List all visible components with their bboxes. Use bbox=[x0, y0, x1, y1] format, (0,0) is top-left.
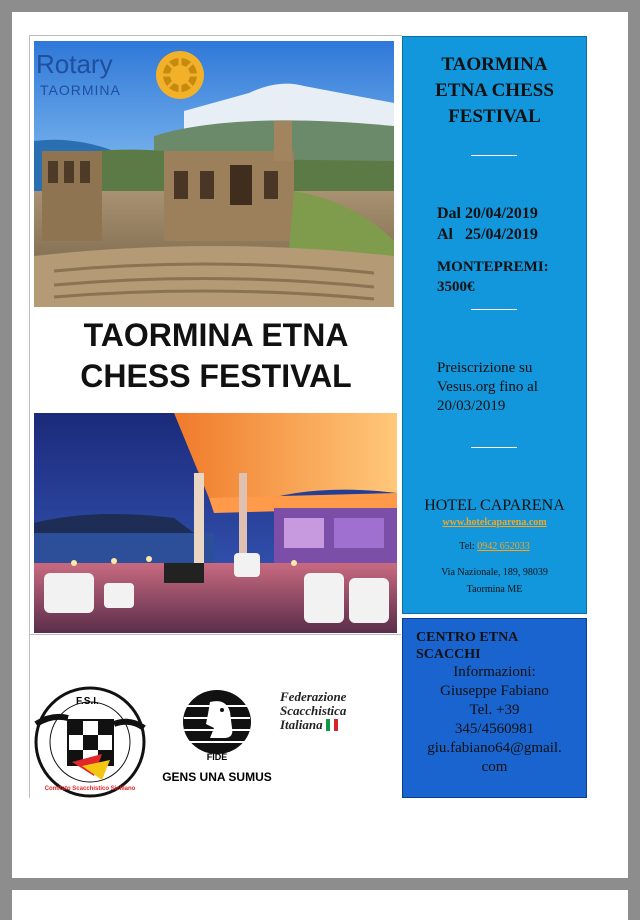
hotel-lounge-photo bbox=[34, 413, 397, 633]
rotary-city-text: TAORMINA bbox=[40, 82, 121, 98]
hotel-phone bbox=[403, 541, 586, 552]
prize-fund bbox=[437, 257, 549, 297]
event-dates bbox=[437, 203, 538, 245]
prereg-line1: Preiscrizione su bbox=[437, 360, 533, 376]
section-divider bbox=[29, 634, 401, 635]
federazione-scacchistica-logo bbox=[280, 690, 380, 750]
rotary-logo-text: Rotary bbox=[36, 49, 113, 79]
sidebar-title-line2: ETNA CHESS bbox=[435, 80, 554, 101]
contact-tel-line1: Tel. +39 bbox=[469, 702, 520, 718]
event-info-panel bbox=[402, 36, 587, 614]
org-line1: CENTRO ETNA bbox=[416, 630, 519, 645]
hotel-name: HOTEL CAPARENA bbox=[424, 497, 565, 514]
italian-flag-icon bbox=[326, 719, 338, 731]
fide-motto: GENS UNA SUMUS bbox=[162, 770, 272, 784]
hotel-phone-link[interactable]: 0942 652033 bbox=[477, 541, 530, 552]
main-title bbox=[34, 315, 398, 397]
sidebar-rule bbox=[471, 447, 517, 448]
address-line2: Taormina ME bbox=[466, 584, 523, 595]
federazione-line2: Scacchistica bbox=[280, 703, 347, 718]
federazione-line1: Federazione bbox=[280, 689, 347, 704]
info-label: Informazioni: bbox=[453, 664, 536, 680]
fsi-logo bbox=[32, 684, 148, 800]
date-from: Dal 20/04/2019 bbox=[437, 205, 538, 222]
contact-email-line2[interactable]: com bbox=[481, 759, 508, 775]
date-to: Al 25/04/2019 bbox=[437, 226, 538, 243]
federazione-line3: Italiana bbox=[280, 717, 323, 732]
sidebar-rule bbox=[471, 309, 517, 310]
fsi-abbrev: F.S.I. bbox=[76, 696, 99, 707]
contact-tel-line2: 345/4560981 bbox=[454, 721, 535, 737]
prize-label: MONTEPREMI: bbox=[437, 259, 549, 275]
preregistration-info bbox=[437, 359, 538, 416]
contact-org bbox=[416, 629, 518, 663]
prereg-line2: Vesus.org fino al bbox=[437, 379, 538, 395]
org-line2: SCACCHI bbox=[416, 647, 481, 662]
rotary-wheel-icon bbox=[150, 45, 210, 105]
contact-email-line1[interactable]: giu.fabiano64@gmail. bbox=[427, 740, 562, 756]
main-title-line2: CHESS FESTIVAL bbox=[80, 358, 352, 394]
taormina-theatre-photo bbox=[34, 41, 394, 307]
hotel-website-link[interactable]: www.hotelcaparena.com bbox=[442, 517, 547, 528]
sidebar-title bbox=[403, 52, 586, 130]
contact-person: Giuseppe Fabiano bbox=[440, 683, 549, 699]
address-line1: Via Nazionale, 189, 98039 bbox=[441, 567, 548, 578]
sidebar-title-line1: TAORMINA bbox=[441, 54, 548, 75]
contact-details bbox=[403, 663, 586, 777]
prize-value: 3500€ bbox=[437, 279, 475, 295]
contact-panel bbox=[402, 618, 587, 798]
main-title-line1: TAORMINA ETNA bbox=[83, 317, 349, 353]
fide-logo bbox=[164, 688, 270, 788]
sidebar-title-line3: FESTIVAL bbox=[448, 106, 541, 127]
sidebar-rule bbox=[471, 155, 517, 156]
prereg-line3: 20/03/2019 bbox=[437, 398, 506, 414]
fsi-ring-text: Comitato Scacchistico Siciliano bbox=[44, 786, 136, 792]
hotel-address bbox=[403, 564, 586, 598]
fide-label: FIDE bbox=[206, 752, 228, 762]
hotel-phone-label: Tel: bbox=[459, 541, 475, 552]
next-page-edge bbox=[12, 890, 628, 920]
